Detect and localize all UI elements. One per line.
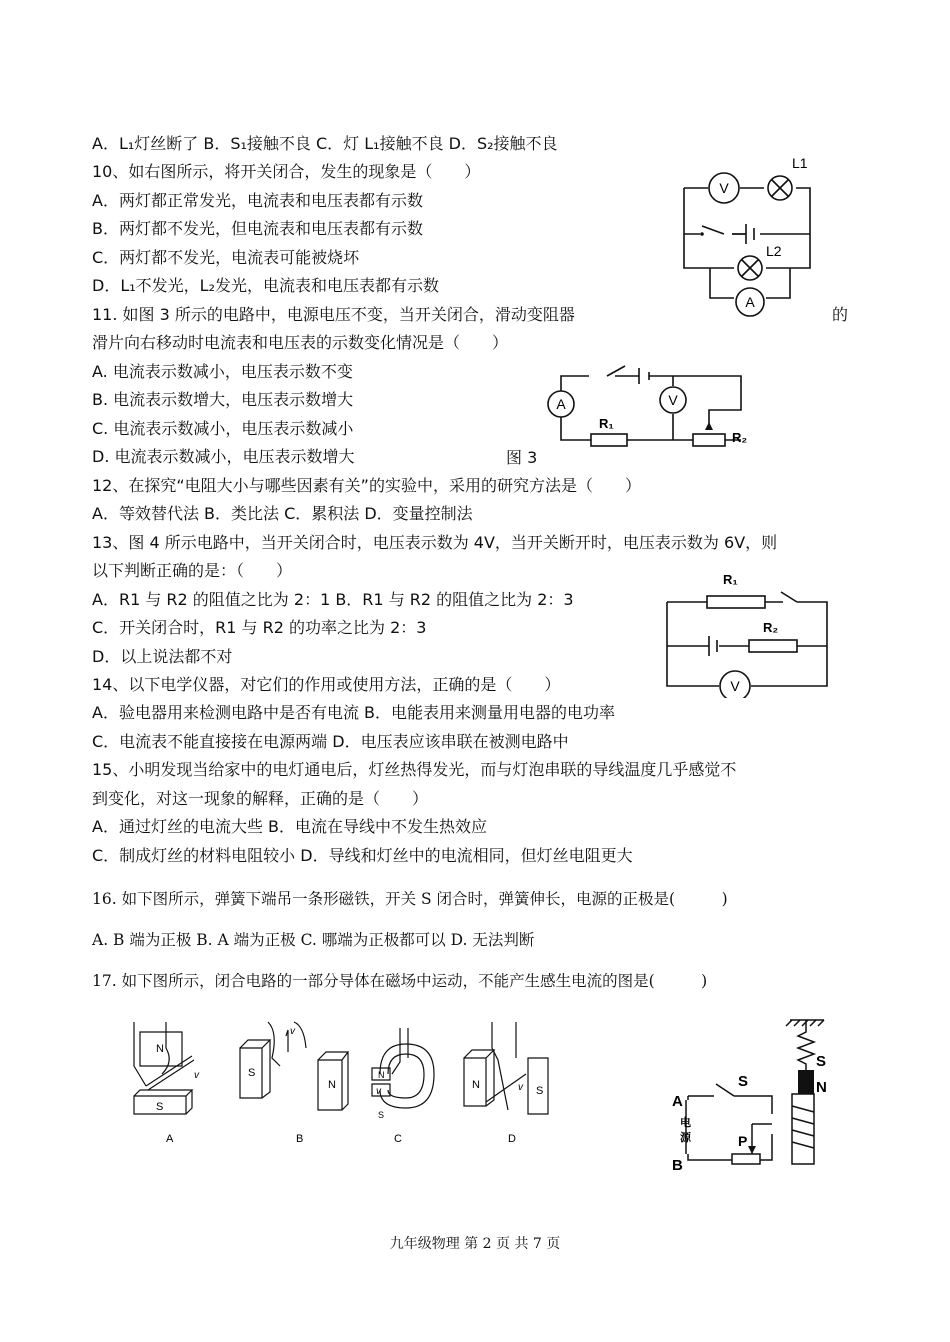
q17-figure-a [126, 1018, 216, 1148]
q17-figure-b [234, 1018, 364, 1148]
ammeter-icon [736, 288, 764, 316]
figure-c-label: C [394, 1133, 402, 1145]
q10-circuit-diagram [676, 152, 816, 322]
slider-p-label: P [738, 1133, 748, 1149]
q14-options-ab: A．验电器用来检测电路中是否有电流 B．电能表用来测量用电器的电功率 [92, 703, 616, 722]
question-13-line2: 以下判断正确的是：（ ） [92, 561, 293, 580]
south-pole-label: S [156, 1101, 164, 1113]
north-pole-label: N [472, 1079, 480, 1091]
r2-label: R₂ [732, 430, 748, 445]
svg-text:V: V [719, 180, 729, 196]
bar-magnet-icon [798, 1070, 814, 1094]
voltmeter-icon [660, 387, 686, 413]
q15-options-cd: C．制成灯丝的材料电阻较小 D．导线和灯丝中的电流相同，但灯丝电阻更大 [92, 846, 633, 865]
question-11-line1: 11. 如图 3 所示的电路中，电源电压不变，当开关闭合，滑动变阻器 [92, 305, 575, 324]
magnet-n-pole-label: N [816, 1079, 827, 1096]
north-pole-label: N [328, 1079, 336, 1091]
lamp-l2-label: L2 [766, 243, 782, 259]
south-pole-label: S [536, 1085, 544, 1097]
r1-label: R₁ [599, 416, 614, 431]
figure-a-label: A [166, 1133, 174, 1145]
q13-option-d: D．以上说法都不对 [92, 647, 233, 666]
question-16: 16. 如下图所示，弹簧下端吊一条形磁铁，开关 S 闭合时，弹簧伸长，电源的正极是( ) [92, 890, 728, 908]
lamp-l2-icon [738, 256, 762, 280]
figure-4-circuit [663, 568, 833, 698]
q10-option-d: D．L₁不发光，L₂发光，电流表和电压表都有示数 [92, 276, 439, 295]
q9-options: A．L₁灯丝断了 B．S₁接触不良 C．灯 L₁接触不良 D．S₂接触不良 [92, 134, 558, 153]
svg-text:A: A [556, 396, 566, 412]
ammeter-icon [548, 391, 574, 417]
lamp-l1-icon [768, 176, 792, 200]
magnet-s-pole-label: S [816, 1053, 827, 1070]
svg-text:V: V [668, 392, 678, 408]
question-11-line1-tail: 的 [832, 305, 849, 324]
q10-option-b: B．两灯都不发光，但电流表和电压表都有示数 [92, 219, 423, 238]
q10-option-a: A．两灯都正常发光，电流表和电压表都有示数 [92, 191, 423, 210]
q10-option-c: C．两灯都不发光，电流表可能被烧坏 [92, 248, 360, 267]
r1-label: R₁ [723, 572, 738, 587]
slider-arrow-icon [748, 1146, 756, 1154]
power-source-label-1: 电 [680, 1117, 691, 1129]
q11-option-a: A. 电流表示数减小，电压表示数不变 [92, 362, 353, 381]
power-source-label-2: 源 [680, 1132, 691, 1144]
north-pole-label: N [156, 1043, 164, 1055]
velocity-label: v [290, 1026, 295, 1037]
figure-d-label: D [508, 1133, 516, 1145]
question-17: 17. 如下图所示，闭合电路的一部分导体在磁场中运动，不能产生感生电流的图是( ) [92, 972, 708, 990]
q16-options: A. B 端为正极 B. A 端为正极 C. 哪端为正极都可以 D. 无法判断 [92, 931, 535, 949]
question-15-line1: 15、小明发现当给家中的电灯通电后，灯丝热得发光，而与灯泡串联的导线温度几乎感觉不 [92, 760, 737, 779]
velocity-label: v [194, 1070, 199, 1081]
q17-figure-c [350, 1018, 450, 1148]
rheostat-icon [732, 1154, 760, 1164]
q12-options: A．等效替代法 B．类比法 C．累积法 D．变量控制法 [92, 504, 473, 523]
figure-3-circuit [545, 356, 760, 471]
svg-text:A: A [745, 294, 755, 310]
north-pole-label: N [378, 1070, 385, 1080]
q13-option-c: C．开关闭合时，R1 与 R2 的功率之比为 2：3 [92, 618, 427, 637]
resistor-r2 [749, 640, 797, 652]
question-11-line2: 滑片向右移动时电流表和电压表的示数变化情况是（ ） [92, 333, 509, 352]
figure-3-caption: 图 3 [506, 448, 538, 467]
south-pole-label: S [378, 1110, 385, 1120]
q14-options-cd: C．电流表不能直接接在电源两端 D．电压表应该串联在被测电路中 [92, 732, 569, 751]
resistor-r1 [591, 434, 627, 446]
velocity-label: v [518, 1082, 523, 1093]
switch-s-label: S [738, 1073, 749, 1090]
question-12: 12、在探究“电阻大小与哪些因素有关”的实验中，采用的研究方法是（ ） [92, 476, 641, 495]
q13-options-ab: A．R1 与 R2 的阻值之比为 2：1 B．R1 与 R2 的阻值之比为 2：3 [92, 590, 574, 609]
terminal-b-label: B [672, 1157, 683, 1174]
q15-options-ab: A．通过灯丝的电流大些 B．电流在导线中不发生热效应 [92, 817, 488, 836]
q16-electromagnet-figure [668, 1014, 848, 1184]
question-15-line2: 到变化，对这一现象的解释，正确的是（ ） [92, 789, 429, 808]
resistor-r1 [707, 596, 765, 608]
svg-text:V: V [730, 678, 740, 694]
question-13-line1: 13、图 4 所示电路中，当开关闭合时，电压表示数为 4V，当开关断开时，电压表示数为 6V，则 [92, 533, 778, 552]
page-footer: 九年级物理 第 2 页 共 7 页 [389, 1236, 561, 1252]
voltmeter-icon [720, 671, 750, 698]
q17-figure-d [458, 1018, 558, 1148]
r2-label: R₂ [763, 620, 779, 635]
q11-option-b: B. 电流表示数增大，电压表示数增大 [92, 390, 354, 409]
slider-arrow-icon [705, 422, 713, 430]
velocity-label: v [376, 1086, 381, 1097]
lamp-l1-label: L1 [792, 155, 808, 171]
figure-b-label: B [296, 1133, 304, 1145]
q11-option-d: D. 电流表示数减小，电压表示数增大 [92, 447, 355, 466]
south-pole-label: S [248, 1067, 256, 1079]
rheostat-r2 [693, 434, 725, 446]
q11-option-c: C. 电流表示数减小，电压表示数减小 [92, 419, 354, 438]
question-14: 14、以下电学仪器，对它们的作用或使用方法，正确的是（ ） [92, 675, 561, 694]
question-10: 10、如右图所示，将开关闭合，发生的现象是（ ） [92, 162, 481, 181]
terminal-a-label: A [672, 1093, 683, 1110]
voltmeter-icon [709, 173, 739, 203]
